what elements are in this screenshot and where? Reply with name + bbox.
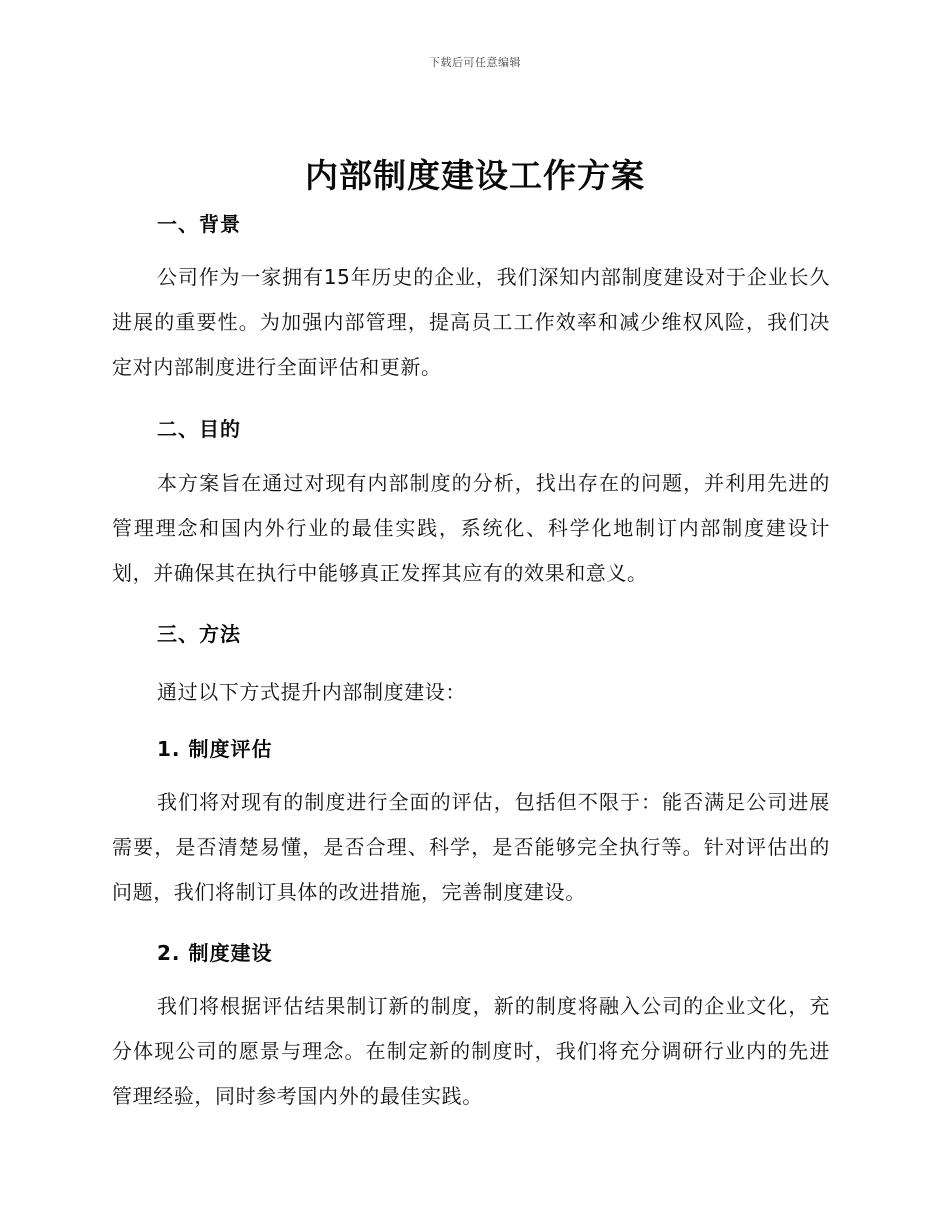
paragraph-evaluation: 我们将对现有的制度进行全面的评估，包括但不限于：能否满足公司进展需要，是否清楚易懂，是否合理、科学，是否能够完全执行等。针对评估出的问题，我们将制订具体的改进措施，完善制度建设。 (112, 790, 830, 904)
method-intro: 通过以下方式提升内部制度建设： (157, 680, 466, 704)
subsection-heading-evaluation: 1. 制度评估 (157, 737, 273, 761)
paragraph-purpose: 本方案旨在通过对现有内部制度的分析，找出存在的问题，并利用先进的管理理念和国内外行业的最佳实践，系统化、科学化地制订内部制度建设计划，并确保其在执行中能够真正发挥其应有的效果和意义。 (112, 471, 830, 585)
section-heading-purpose: 二、目的 (157, 417, 241, 441)
paragraph-background: 公司作为一家拥有15年历史的企业，我们深知内部制度建设对于企业长久进展的重要性。为加强内部管理，提高员工工作效率和减少维权风险，我们决定对内部制度进行全面评估和更新。 (112, 265, 830, 379)
header-note: 下载后可任意编辑 (429, 56, 521, 69)
section-heading-background: 一、背景 (157, 212, 241, 236)
paragraph-construction: 我们将根据评估结果制订新的制度，新的制度将融入公司的企业文化，充分体现公司的愿景与理念。在制定新的制度时，我们将充分调研行业内的先进管理经验，同时参考国内外的最佳实践。 (112, 994, 830, 1108)
subsection-heading-construction: 2. 制度建设 (157, 941, 273, 965)
section-heading-method: 三、方法 (157, 622, 241, 646)
document-title: 内部制度建设工作方案 (305, 156, 645, 195)
